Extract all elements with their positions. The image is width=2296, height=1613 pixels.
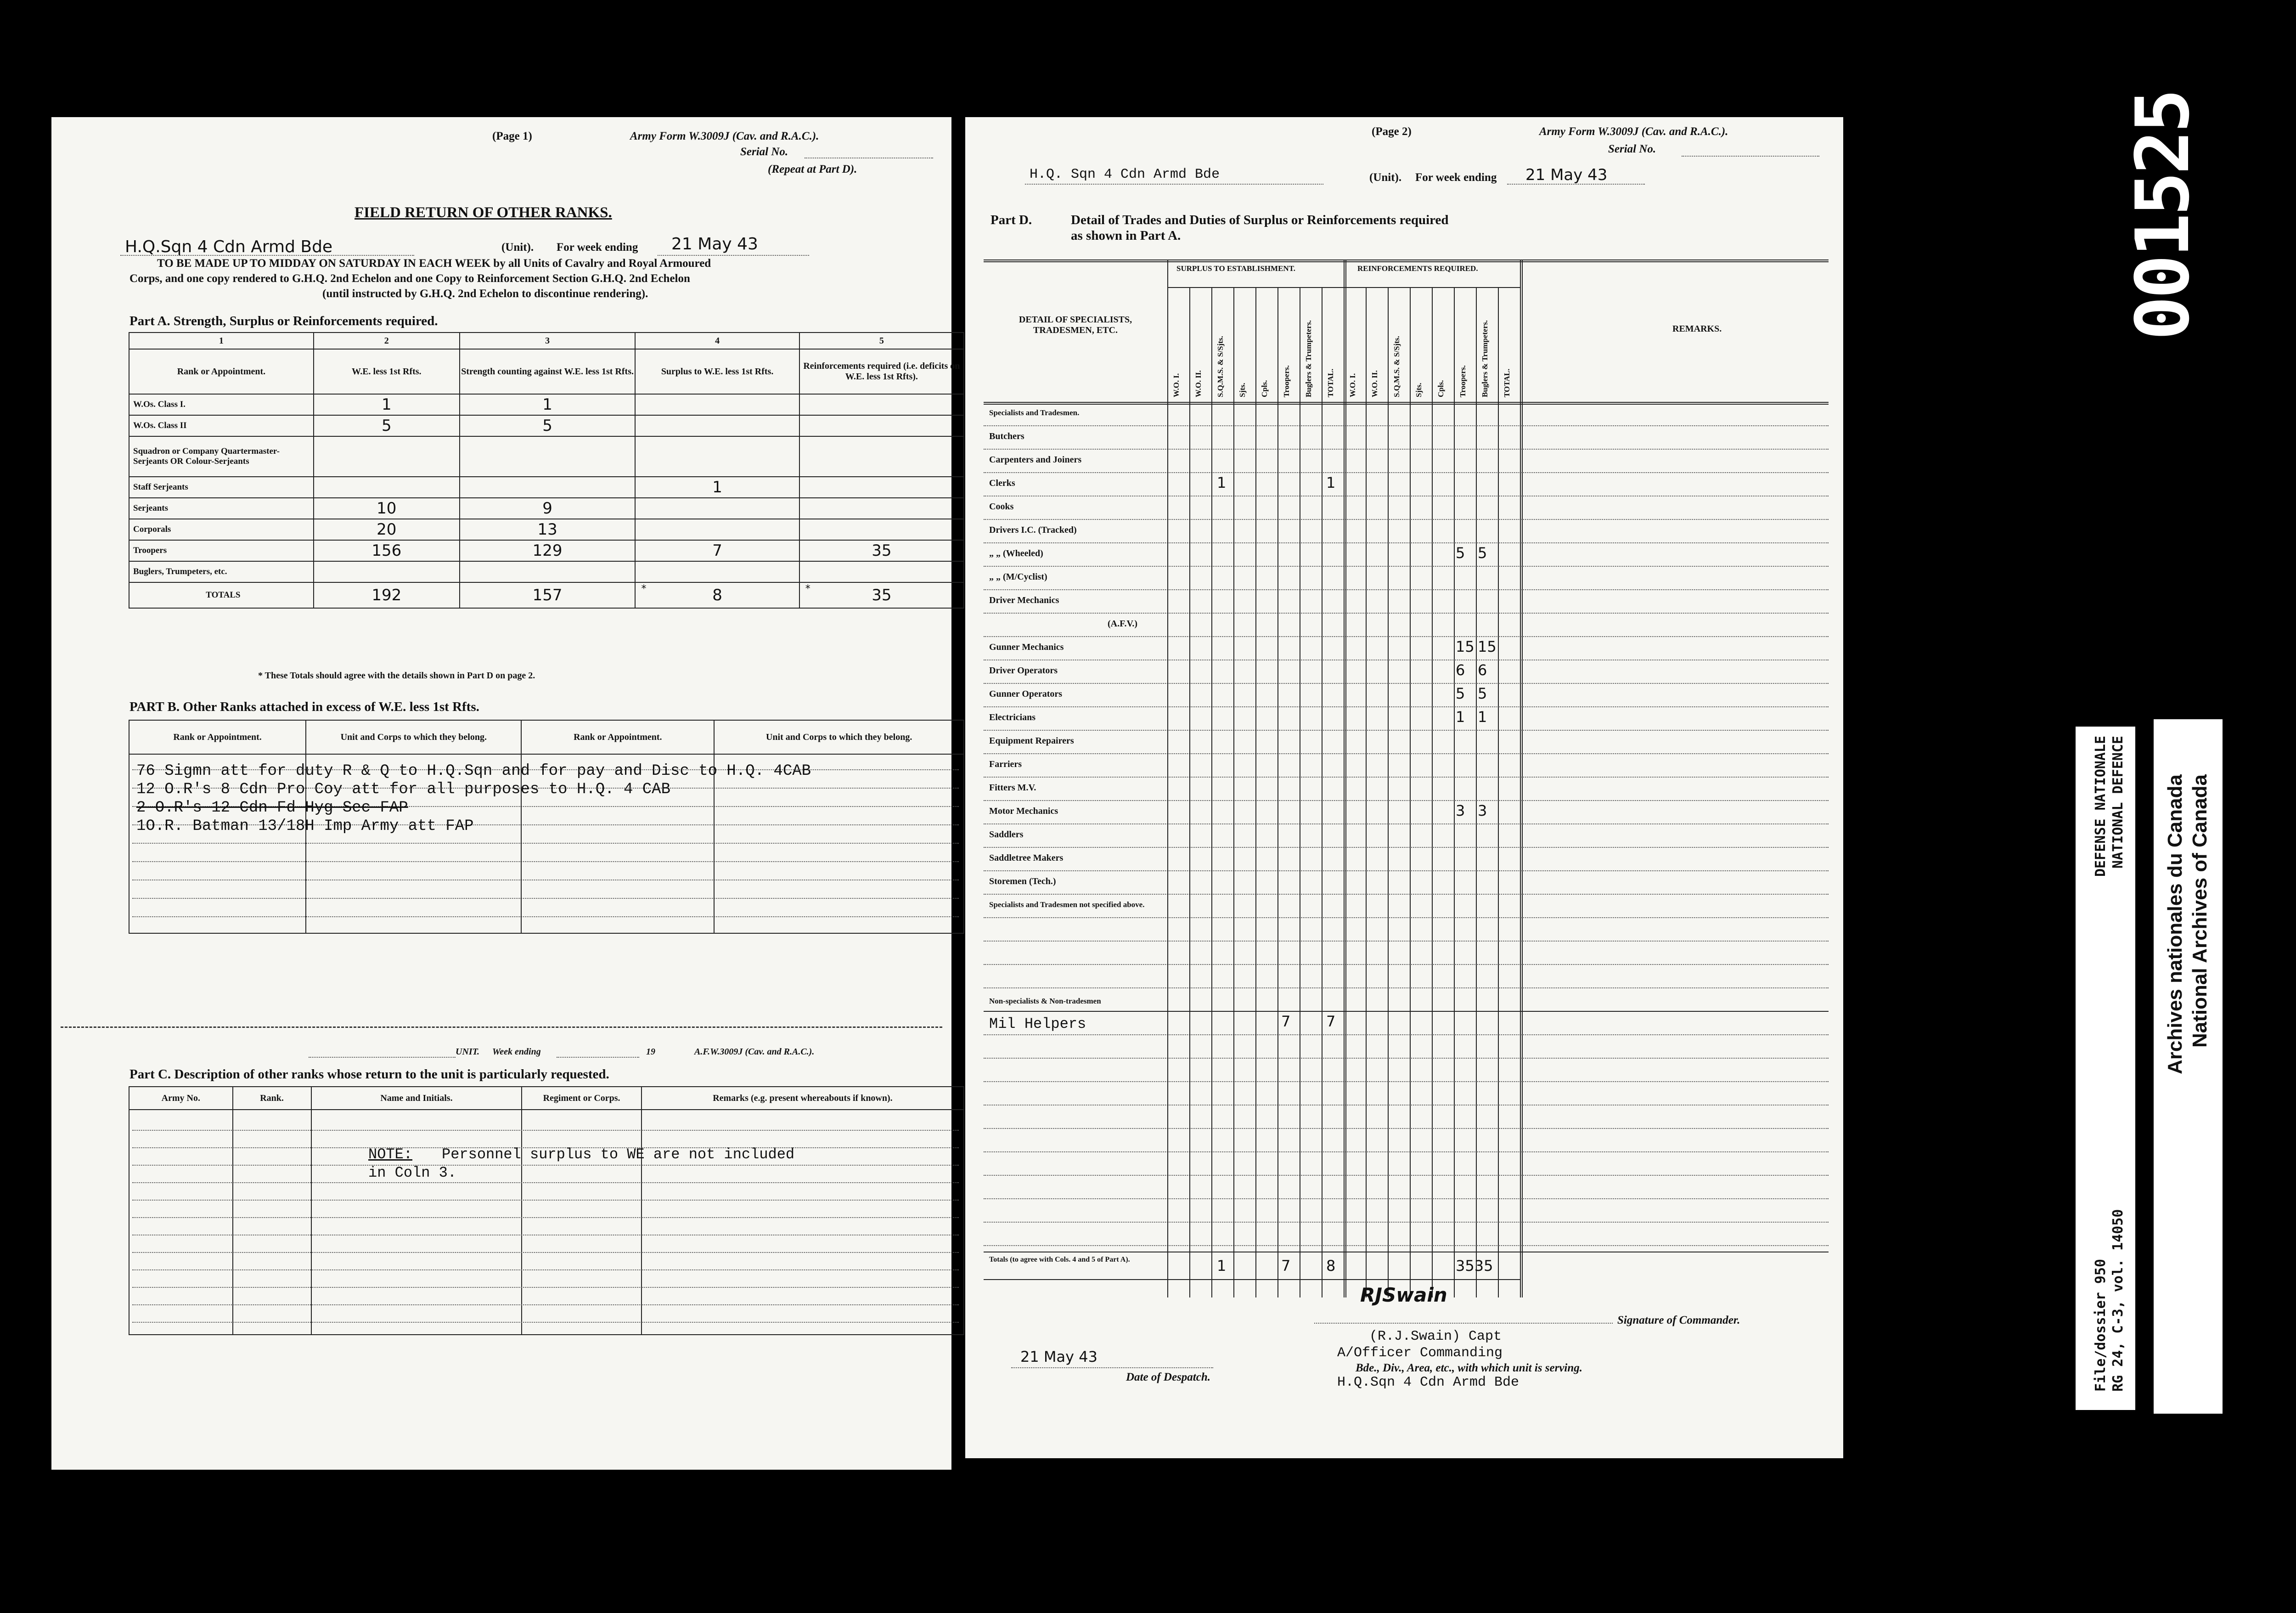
totals-total: 8 — [1326, 1257, 1336, 1275]
part-b-entry-4: 1O.R. Batman 13/18H Imp Army att FAP — [136, 818, 474, 835]
surplus-cell — [635, 436, 799, 477]
non-specialists-label: Non-specialists & Non-tradesmen — [989, 997, 1101, 1005]
reinf-cell — [799, 436, 964, 477]
trade-row-label: Saddletree Makers — [989, 853, 1064, 863]
header-strength: Strength counting against W.E. less 1st Rfts. — [460, 349, 636, 394]
reinf-subcol-label: TOTAL. — [1503, 368, 1511, 397]
reinf-subcol-label: Cpls. — [1436, 380, 1445, 397]
trade-row-label: Butchers — [989, 431, 1024, 441]
strength-cell: 13 — [460, 519, 636, 540]
mil-helpers-total: 7 — [1326, 1013, 1336, 1030]
reinf-total-value: 1 — [1478, 708, 1487, 726]
trade-row-label: Specialists and Tradesmen. — [989, 408, 1080, 417]
reinf-cell — [799, 394, 964, 415]
reinf-cell — [799, 415, 964, 436]
archives-en: National Archives of Canada — [2189, 774, 2211, 1048]
rank-cell: W.Os. Class II — [129, 415, 314, 436]
form-title-2: Army Form W.3009J (Cav. and R.A.C.). — [1539, 125, 1728, 138]
main-title: FIELD RETURN OF OTHER RANKS. — [355, 204, 612, 221]
reinf-subcol-label: S.Q.M.S. & S/Sjts. — [1392, 336, 1401, 397]
header-we: W.E. less 1st Rfts. — [314, 349, 460, 394]
reinf-subcol-label: W.O. I. — [1348, 373, 1357, 397]
totals-asterisk: * — [641, 583, 647, 595]
trade-row-label: Specialists and Tradesmen not specified above. — [989, 900, 1145, 909]
page-2 — [965, 117, 1843, 1458]
surplus-cell: 7 — [635, 540, 799, 561]
header-rank-c: Rank. — [233, 1087, 311, 1110]
totals-row — [129, 582, 964, 608]
table-row — [129, 394, 964, 415]
reinf-cell — [799, 477, 964, 498]
part-c-note: Personnel surplus to WE are not included — [442, 1146, 795, 1163]
week-value: 21 May 43 — [671, 235, 758, 254]
reinf-total-value: 5 — [1478, 685, 1487, 702]
surplus-subcol-label: TOTAL. — [1326, 368, 1335, 397]
col-number: 3 — [460, 333, 636, 349]
strength-cell — [460, 477, 636, 498]
reinf-total-value: 15 — [1478, 638, 1497, 655]
trade-row-label: Motor Mechanics — [989, 806, 1058, 816]
rank-cell: W.Os. Class I. — [129, 394, 314, 415]
reinf-subcol-label: Troopers. — [1458, 365, 1467, 397]
signer-role: A/Officer Commanding — [1337, 1345, 1503, 1361]
frame-number-text: 001525 — [2120, 91, 2206, 340]
trade-row-label: (A.F.V.) — [1108, 619, 1138, 629]
instruction-line-3: (until instructed by G.H.Q. 2nd Echelon to discontinue rendering). — [322, 288, 648, 300]
reinf-cell: 35 — [799, 540, 964, 561]
reinf-troopers-value: 3 — [1456, 802, 1465, 819]
surplus-header: SURPLUS TO ESTABLISHMENT. — [1176, 264, 1296, 273]
surplus-sqms-value: 1 — [1217, 474, 1227, 491]
totals-reinforcements: 3535 — [1456, 1257, 1493, 1275]
header-unit-b2: Unit and Corps to which they belong. — [714, 720, 964, 754]
surplus-cell: 1 — [635, 477, 799, 498]
trade-row-label: Equipment Repairers — [989, 736, 1074, 746]
trade-row-label: Driver Operators — [989, 666, 1058, 676]
surplus-cell — [635, 498, 799, 519]
totals-troopers: 7 — [1281, 1257, 1291, 1275]
detach-form: A.F.W.3009J (Cav. and R.A.C.). — [694, 1047, 815, 1057]
unit-value-2: H.Q. Sqn 4 Cdn Armd Bde — [1030, 167, 1220, 182]
mil-helpers-label: Mil Helpers — [989, 1015, 1086, 1032]
reinf-troopers-value: 6 — [1456, 661, 1465, 679]
strength-cell: 9 — [460, 498, 636, 519]
archive-reference-label — [2076, 727, 2135, 1410]
col-number: 5 — [799, 333, 964, 349]
trade-row-label: Fitters M.V. — [989, 783, 1036, 793]
despatch-date: 21 May 43 — [1020, 1348, 1097, 1365]
surplus-total-value: 1 — [1326, 474, 1336, 491]
page-number: (Page 1) — [492, 130, 532, 142]
header-rank-b2: Rank or Appointment. — [521, 720, 714, 754]
rank-cell: Buglers, Trumpeters, etc. — [129, 561, 314, 582]
detach-unit: UNIT. — [456, 1047, 480, 1057]
header-surplus: Surplus to W.E. less 1st Rfts. — [635, 349, 799, 394]
reinf-total-value: 6 — [1478, 661, 1487, 679]
table-row — [129, 498, 964, 519]
week-label: For week ending — [557, 241, 638, 254]
strength-cell — [460, 561, 636, 582]
surplus-subcol-label: W.O. I. — [1172, 373, 1181, 397]
we-cell — [314, 436, 460, 477]
part-b-title: PART B. Other Ranks attached in excess of W.E. less 1st Rfts. — [129, 699, 479, 714]
trade-row-label: Clerks — [989, 478, 1015, 488]
reinf-subcol-label: Sjts. — [1414, 383, 1423, 397]
reinf-total-value: 3 — [1478, 802, 1487, 819]
despatch-label: Date of Despatch. — [1126, 1371, 1210, 1383]
frame-number — [2122, 9, 2204, 423]
header-unit-b: Unit and Corps to which they belong. — [306, 720, 521, 754]
col-number: 1 — [129, 333, 314, 349]
serial-label-2: Serial No. — [1608, 143, 1656, 155]
header-rank: Rank or Appointment. — [129, 349, 314, 394]
remarks-header: REMARKS. — [1672, 324, 1722, 334]
header-army-no: Army No. — [129, 1087, 233, 1110]
table-row — [129, 477, 964, 498]
archives-canada-label — [2154, 719, 2223, 1414]
trade-row-label: Drivers I.C. (Tracked) — [989, 525, 1077, 535]
stamp-line-1: NATIONAL DEFENCE — [2110, 736, 2126, 869]
part-c-note-label: NOTE: — [368, 1146, 413, 1163]
we-cell: 1 — [314, 394, 460, 415]
rank-cell: Squadron or Company Quartermaster-Serjeants OR Colour-Serjeants — [129, 436, 314, 477]
trade-row-label: „ „ (M/Cyclist) — [989, 572, 1047, 582]
rank-cell: TOTALS — [129, 582, 314, 608]
table-row — [129, 415, 964, 436]
rank-cell: Serjeants — [129, 498, 314, 519]
signature-label: Signature of Commander. — [1617, 1314, 1740, 1326]
reinf-cell — [799, 498, 964, 519]
reinf-subcol-label: Buglers & Trumpeters. — [1480, 320, 1489, 397]
header-reinforcements: Reinforcements required (i.e. deficits on W.E. less 1st Rfts). — [799, 349, 964, 394]
form-title: Army Form W.3009J (Cav. and R.A.C.). — [630, 130, 819, 142]
we-cell: 156 — [314, 540, 460, 561]
totals-note: * These Totals should agree with the details shown in Part D on page 2. — [258, 671, 535, 681]
we-cell — [314, 477, 460, 498]
col-number: 2 — [314, 333, 460, 349]
we-cell: 5 — [314, 415, 460, 436]
part-d-title: Part D. — [990, 213, 1032, 227]
part-a-title: Part A. Strength, Surplus or Reinforcements required. — [129, 314, 438, 328]
totals-asterisk: * — [805, 583, 810, 595]
header-regiment: Regiment or Corps. — [522, 1087, 642, 1110]
strength-cell: 1 — [460, 394, 636, 415]
reinf-total: 35 — [872, 586, 892, 604]
trade-row-label: „ „ (Wheeled) — [989, 548, 1043, 558]
surplus-subcol-label: Troopers. — [1282, 365, 1291, 397]
signer-name: (R.J.Swain) Capt — [1369, 1329, 1502, 1344]
unit-label-2: (Unit). — [1369, 171, 1402, 184]
stamp-ref-2: File/dossier 950 — [2093, 1259, 2109, 1392]
reinf-troopers-value: 5 — [1456, 685, 1465, 702]
bde-label: Bde., Div., Area, etc., with which unit is serving. — [1356, 1362, 1583, 1374]
totals-label: Totals (to agree with Cols. 4 and 5 of Part A). — [989, 1256, 1130, 1263]
table-row — [129, 561, 964, 582]
col-number: 4 — [635, 333, 799, 349]
we-cell: 192 — [314, 582, 460, 608]
header-remarks-c: Remarks (e.g. present whereabouts if known). — [642, 1087, 964, 1110]
serial-label: Serial No. — [740, 146, 788, 158]
signer-unit: H.Q.Sqn 4 Cdn Armd Bde — [1337, 1375, 1519, 1390]
reinf-total-value: 5 — [1478, 544, 1487, 562]
we-cell — [314, 561, 460, 582]
strength-cell: 129 — [460, 540, 636, 561]
rank-cell: Staff Serjeants — [129, 477, 314, 498]
trade-row-label: Gunner Operators — [989, 689, 1063, 699]
part-c-note-2: in Coln 3. — [368, 1164, 457, 1181]
unit-value: H.Q.Sqn 4 Cdn Armd Bde — [125, 237, 333, 256]
trade-row-label: Cooks — [989, 502, 1014, 512]
reinf-subcol-label: W.O. II. — [1370, 370, 1379, 397]
surplus-subcol-label: Buglers & Trumpeters. — [1304, 320, 1313, 397]
detach-line — [61, 1026, 942, 1028]
repeat-note: (Repeat at Part D). — [768, 163, 857, 175]
instruction-line-2: Corps, and one copy rendered to G.H.Q. 2nd Echelon and one Copy to Reinforcement Section G.H.Q. 2nd Echelon — [129, 272, 690, 285]
mil-helpers-troopers: 7 — [1281, 1013, 1291, 1030]
table-row — [129, 540, 964, 561]
reinforcements-header: REINFORCEMENTS REQUIRED. — [1357, 264, 1478, 273]
detail-header: DETAIL OF SPECIALISTS, TRADESMEN, ETC. — [1019, 315, 1132, 335]
surplus-cell — [635, 415, 799, 436]
part-d-desc: Detail of Trades and Duties of Surplus or Reinforcements required — [1071, 213, 1449, 227]
trade-row-label: Storemen (Tech.) — [989, 876, 1056, 886]
surplus-cell — [635, 519, 799, 540]
week-label-2: For week ending — [1415, 171, 1497, 184]
surplus-cell — [635, 582, 799, 608]
reinf-cell — [799, 582, 964, 608]
surplus-subcol-label: S.Q.M.S. & S/Sjts. — [1216, 336, 1225, 397]
part-b-entry-3: 2 O.R's 12 Cdn Fd Hyg Sec FAP — [136, 799, 408, 817]
we-cell: 20 — [314, 519, 460, 540]
archives-fr: Archives nationales du Canada — [2164, 774, 2186, 1074]
trade-row-label: Farriers — [989, 759, 1022, 769]
rank-cell: Corporals — [129, 519, 314, 540]
part-b-entry-2: 12 O.R's 8 Cdn Pro Coy att for all purposes to H.Q. 4 CAB — [136, 781, 670, 798]
part-a-table — [129, 332, 964, 609]
surplus-cell — [635, 561, 799, 582]
we-cell: 10 — [314, 498, 460, 519]
trade-row-label: Electricians — [989, 712, 1036, 722]
strength-cell — [460, 436, 636, 477]
surplus-cell — [635, 394, 799, 415]
table-row — [129, 436, 964, 477]
surplus-subcol-label: Cpls. — [1260, 380, 1269, 397]
header-name: Name and Initials. — [311, 1087, 522, 1110]
trade-row-label: Driver Mechanics — [989, 595, 1059, 605]
header-rank-b: Rank or Appointment. — [129, 720, 306, 754]
commander-signature: RJSwain — [1360, 1284, 1447, 1306]
table-row — [129, 519, 964, 540]
surplus-subcol-label: Sjts. — [1238, 383, 1247, 397]
reinf-cell — [799, 519, 964, 540]
instruction-line-1: TO BE MADE UP TO MIDDAY ON SATURDAY IN EACH WEEK by all Units of Cavalry and Royal Armoured — [157, 257, 711, 270]
detach-week: Week ending — [492, 1047, 541, 1057]
trade-row-label: Carpenters and Joiners — [989, 455, 1082, 465]
part-c-title: Part C. Description of other ranks whose return to the unit is particularly requested. — [129, 1067, 609, 1082]
totals-sqms: 1 — [1217, 1257, 1227, 1275]
trade-row-label: Gunner Mechanics — [989, 642, 1064, 652]
rank-cell: Troopers — [129, 540, 314, 561]
part-b-entry-1: 76 Sigmn att for duty R & Q to H.Q.Sqn and for pay and Disc to H.Q. 4CAB — [136, 762, 811, 780]
strength-cell: 157 — [460, 582, 636, 608]
page-1 — [51, 117, 960, 1470]
part-d-desc-2: as shown in Part A. — [1071, 228, 1181, 243]
reinf-cell — [799, 561, 964, 582]
unit-label: (Unit). — [501, 241, 534, 254]
surplus-total: 8 — [712, 586, 722, 604]
detach-year: 19 — [646, 1047, 655, 1057]
page-number-2: (Page 2) — [1372, 125, 1412, 138]
part-c-table — [129, 1086, 964, 1335]
stamp-ref-1: RG 24, C-3, vol. 14050 — [2110, 1209, 2126, 1392]
trade-row-label: Saddlers — [989, 829, 1024, 840]
reinf-troopers-value: 1 — [1456, 708, 1465, 726]
reinf-troopers-value: 5 — [1456, 544, 1465, 562]
week-value-2: 21 May 43 — [1525, 166, 1608, 184]
reinf-troopers-value: 15 — [1456, 638, 1474, 655]
stamp-line-2: DEFENSE NATIONALE — [2093, 736, 2109, 877]
strength-cell: 5 — [460, 415, 636, 436]
surplus-subcol-label: W.O. II. — [1194, 370, 1203, 397]
